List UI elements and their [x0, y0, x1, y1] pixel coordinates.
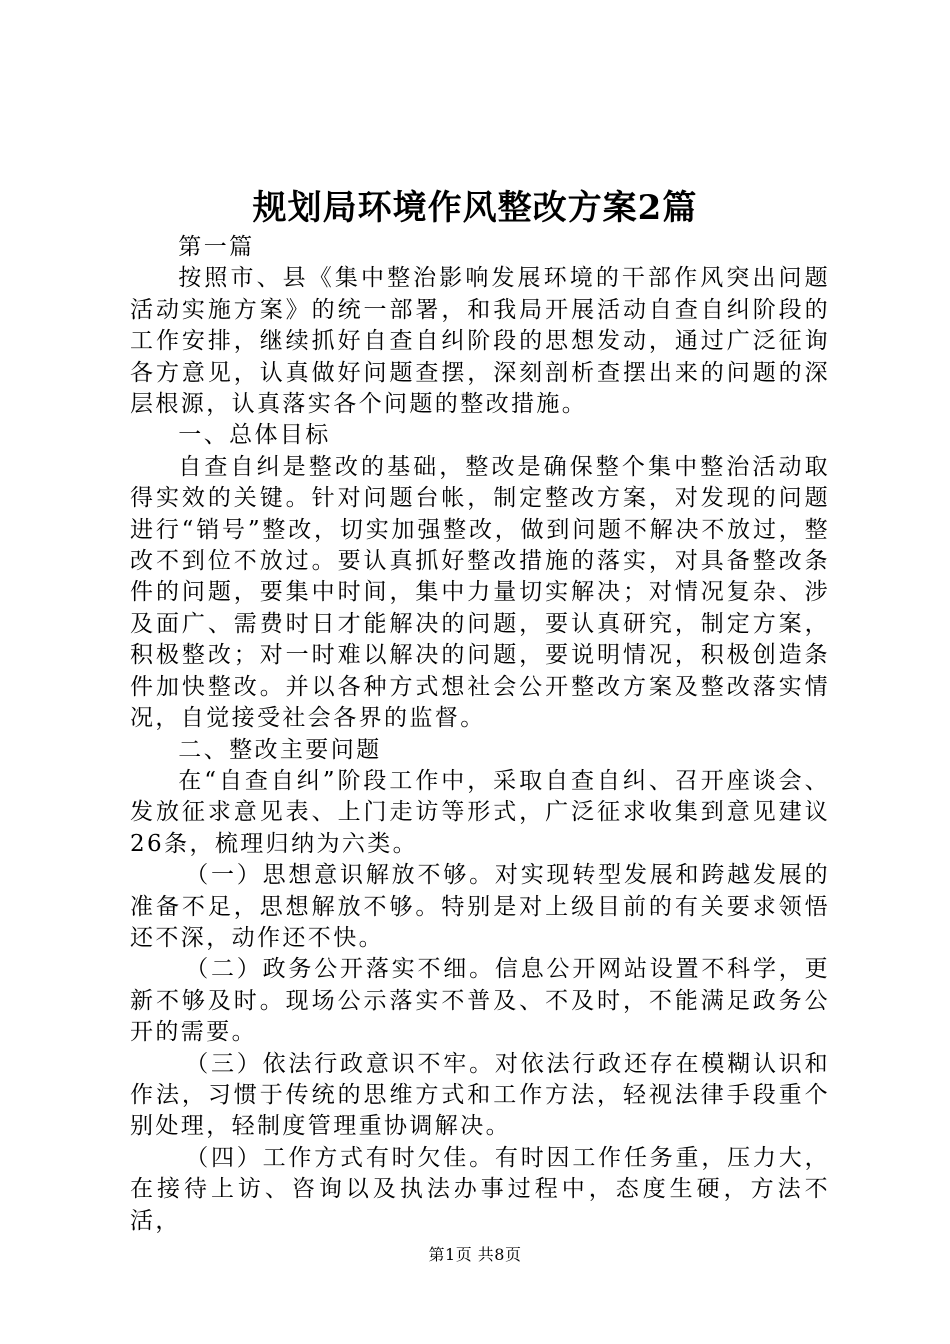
page-footer: 第1页 共8页 — [428, 1245, 522, 1264]
body-paragraph: 在“自查自纠”阶段工作中，采取自查自纠、召开座谈会、发放征求意见表、上门走访等形式，广泛征求收集到意见建议26条，梳理归纳为六类。 — [130, 767, 830, 857]
document-title: 规划局环境作风整改方案2篇 — [252, 188, 698, 228]
body-paragraph: （四）工作方式有时欠佳。有时因工作任务重，压力大，在接待上访、咨询以及执法办事过程中，态度生硬，方法不活， — [130, 1144, 830, 1234]
document-body — [130, 232, 830, 1237]
section-heading: 第一篇 — [178, 234, 255, 260]
body-paragraph: （二）政务公开落实不细。信息公开网站设置不科学，更新不够及时。现场公示落实不普及、不及时，不能满足政务公开的需要。 — [130, 956, 830, 1046]
section-heading: 一、总体目标 — [178, 422, 331, 449]
body-paragraph: （三）依法行政意识不牢。对依法行政还存在模糊认识和作法，习惯于传统的思维方式和工作方法，轻视法律手段重个别处理，轻制度管理重协调解决。 — [130, 1050, 830, 1140]
section-heading: 二、整改主要问题 — [178, 736, 382, 763]
body-paragraph: （一）思想意识解放不够。对实现转型发展和跨越发展的准备不足，思想解放不够。特别是对上级目前的有关要求领悟还不深，动作还不快。 — [130, 862, 830, 951]
body-paragraph: 自查自纠是整改的基础，整改是确保整个集中整治活动取得实效的关键。针对问题台帐，制定整改方案，对发现的问题进行“销号”整改，切实加强整改，做到问题不解决不放过，整改不到位不放过。要认真抓好整改措施的落实，对具备整改条件的问题，要集中时间，集中力量切实解决；对情况复杂、涉及面广、需费时日才能解决的问题，要认真研究，制定方案，积极整改；对一时难以解决的问题，要说明情况，积极创造条件加快整改。并以各种方式想社会公开整改方案及整改落实情况，自觉接受社会各界的监督。 — [130, 453, 830, 732]
body-paragraph: 按照市、县《集中整治影响发展环境的干部作风突出问题活动实施方案》的统一部署，和我局开展活动自查自纠阶段的工作安排，继续抓好自查自纠阶段的思想发动，通过广泛征询各方意见，认真做好问题查摆，深刻剖析查摆出来的问题的深层根源，认真落实各个问题的整改措施。 — [130, 265, 830, 418]
